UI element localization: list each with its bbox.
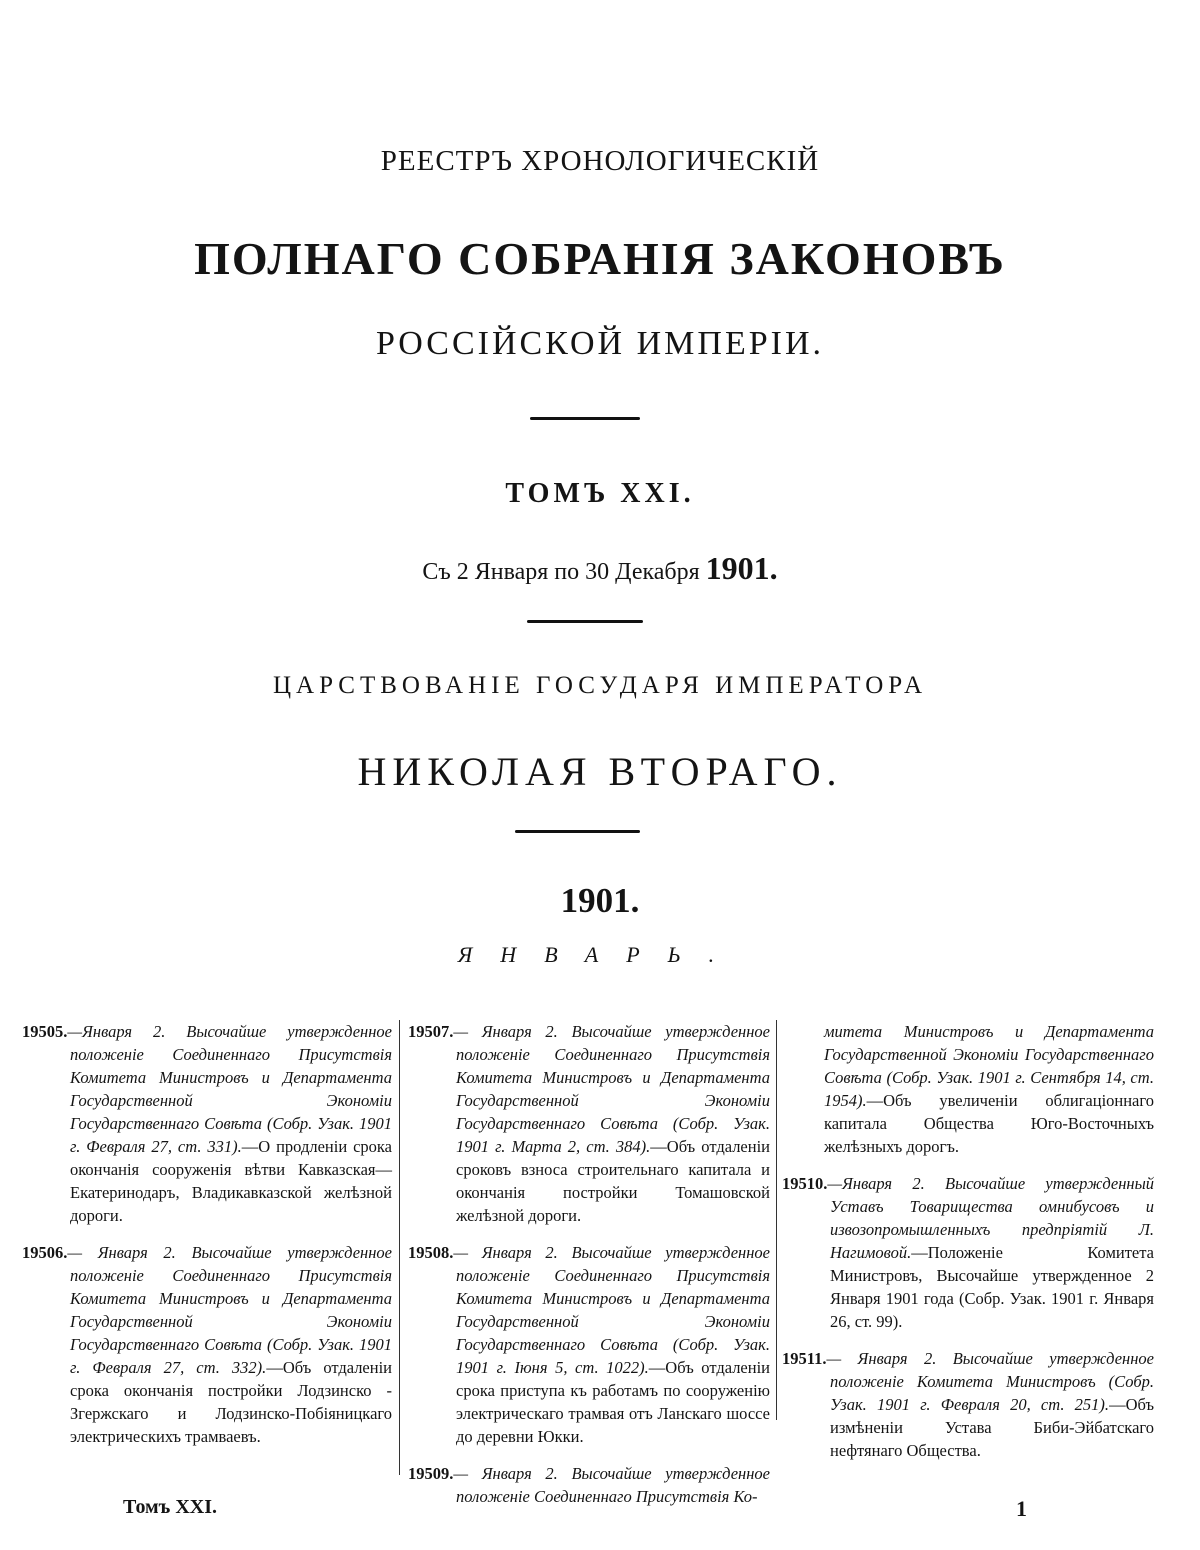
entry-subject: —О продленіи срока окончанія сооруженія вѣтви Кавказская—Екатеринодаръ, Владикавказской желѣзной дороги. xyxy=(70,1137,392,1225)
text-column-2 xyxy=(408,1020,770,1522)
volume-heading: ТОМЪ XXI. xyxy=(505,478,695,509)
entry-source: —Января 2. Высочайше утвержденный Уставъ Товарищества омнибусовъ и извозопромышленныхъ предпріятій Л. Нагимовой. xyxy=(827,1174,1154,1262)
column-divider xyxy=(776,1020,777,1420)
entry-number: 19507. xyxy=(408,1022,454,1041)
empire-heading: РОССІЙСКОЙ ИМПЕРІИ. xyxy=(375,325,825,362)
law-entry-19509 xyxy=(408,1462,770,1508)
text-column-1 xyxy=(22,1020,392,1462)
entry-subject: —Объ отдаленіи срока окончанія постройки Лодзинско - Згержскаго и Лодзинско-Побіяницкаго электрическихъ трамваевъ. xyxy=(70,1358,393,1446)
column-divider xyxy=(399,1020,400,1475)
entry-number: 19509. xyxy=(408,1464,454,1483)
entry-source: митета Министровъ и Департамента Государственной Экономіи Государственнаго Совѣта (Собр. Узак. 1901 г. Сентября 14, ст. 1954). xyxy=(824,1022,1154,1110)
footer-volume: Томъ XXI. xyxy=(123,1496,218,1518)
entry-subject: —Объ отдаленіи срока приступа къ работамъ по сооруженію электрическаго трамвая отъ Ланскаго шоссе до деревни Юкки. xyxy=(456,1358,771,1446)
ornamental-rule xyxy=(515,830,640,833)
date-range-year: 1901. xyxy=(705,550,778,586)
entry-subject: —Положеніе Комитета Министровъ, Высочайше утвержденное 2 Января 1901 года (Собр. Узак. 1901 г. Января 26, ст. 99). xyxy=(830,1243,1154,1331)
entry-source: — Января 2. Высочайше утвержденное положеніе Комитета Министровъ (Собр. Узак. 1901 г. Февраля 20, ст. 251). xyxy=(826,1349,1154,1414)
entry-subject: —Объ отдаленіи сроковъ взноса строительнаго капитала и окончанія постройки Томашовской желѣзной дороги. xyxy=(456,1137,770,1225)
entry-subject: —Объ увеличеніи облигаціоннаго капитала Общества Юго-Восточныхъ желѣзныхъ дорогъ. xyxy=(824,1091,1154,1156)
date-range xyxy=(0,550,1200,587)
law-entry-19508 xyxy=(408,1241,770,1448)
ornamental-rule xyxy=(527,620,643,623)
entry-source: — Января 2. Высочайше утвержденное положеніе Соединеннаго Присутствія Ко- xyxy=(453,1464,770,1506)
date-range-text: Съ 2 Января по 30 Декабря xyxy=(422,559,706,585)
month-heading: ЯНВАРЬ. xyxy=(457,942,743,967)
emperor-name: НИКОЛАЯ ВТОРАГО. xyxy=(357,749,843,794)
collection-title: ПОЛНАГО СОБРАНІЯ ЗАКОНОВЪ xyxy=(194,233,1006,284)
entry-source: —Января 2. Высочайше утвержденное положеніе Соединеннаго Присутствія Комитета Министровъ и Департамента Государственной Экономіи Государственнаго Совѣта (Собр. Узак. 1901 г. Февраля 27, ст. 331). xyxy=(67,1022,392,1156)
entry-subject: —Объ измѣненіи Устава Биби-Эйбатскаго нефтянаго Общества. xyxy=(830,1395,1154,1460)
entry-source: — Января 2. Высочайше утвержденное положеніе Соединеннаго Присутствія Комитета Министровъ и Департамента Государственной Экономіи Государственнаго Совѣта (Собр. Узак. 1901 г. Марта 2, ст. 384). xyxy=(453,1022,770,1156)
law-entry-19511 xyxy=(782,1347,1154,1462)
entry-source: — Января 2. Высочайше утвержденное положеніе Соединеннаго Присутствія Комитета Министровъ и Департамента Государственной Экономіи Государственнаго Совѣта (Собр. Узак. 1901 г. Февраля 27, ст. 332). xyxy=(67,1243,392,1377)
entry-number: 19508. xyxy=(408,1243,454,1262)
year-heading: 1901. xyxy=(560,881,640,920)
law-entry-19507 xyxy=(408,1020,770,1227)
text-column-3 xyxy=(782,1020,1154,1476)
registry-heading: РЕЕСТРЪ ХРОНОЛОГИЧЕСКІЙ xyxy=(380,145,820,177)
page-number: 1 xyxy=(1016,1496,1027,1521)
entry-number: 19510. xyxy=(782,1174,828,1193)
entry-number: 19506. xyxy=(22,1243,68,1262)
reign-heading: ЦАРСТВОВАНІЕ ГОСУДАРЯ ИМПЕРАТОРА xyxy=(272,672,928,699)
entry-source: — Января 2. Высочайше утвержденное положеніе Соединеннаго Присутствія Комитета Министровъ и Департамента Государственной Экономіи Государственнаго Совѣта (Собр. Узак. 1901 г. Іюня 5, ст. 1022). xyxy=(453,1243,770,1377)
ornamental-rule xyxy=(530,417,640,420)
law-entry-19505 xyxy=(22,1020,392,1227)
law-entry-19509-continued xyxy=(782,1020,1154,1158)
law-entry-19506 xyxy=(22,1241,392,1448)
entry-number: 19505. xyxy=(22,1022,68,1041)
law-entry-19510 xyxy=(782,1172,1154,1333)
entry-number: 19511. xyxy=(782,1349,827,1368)
